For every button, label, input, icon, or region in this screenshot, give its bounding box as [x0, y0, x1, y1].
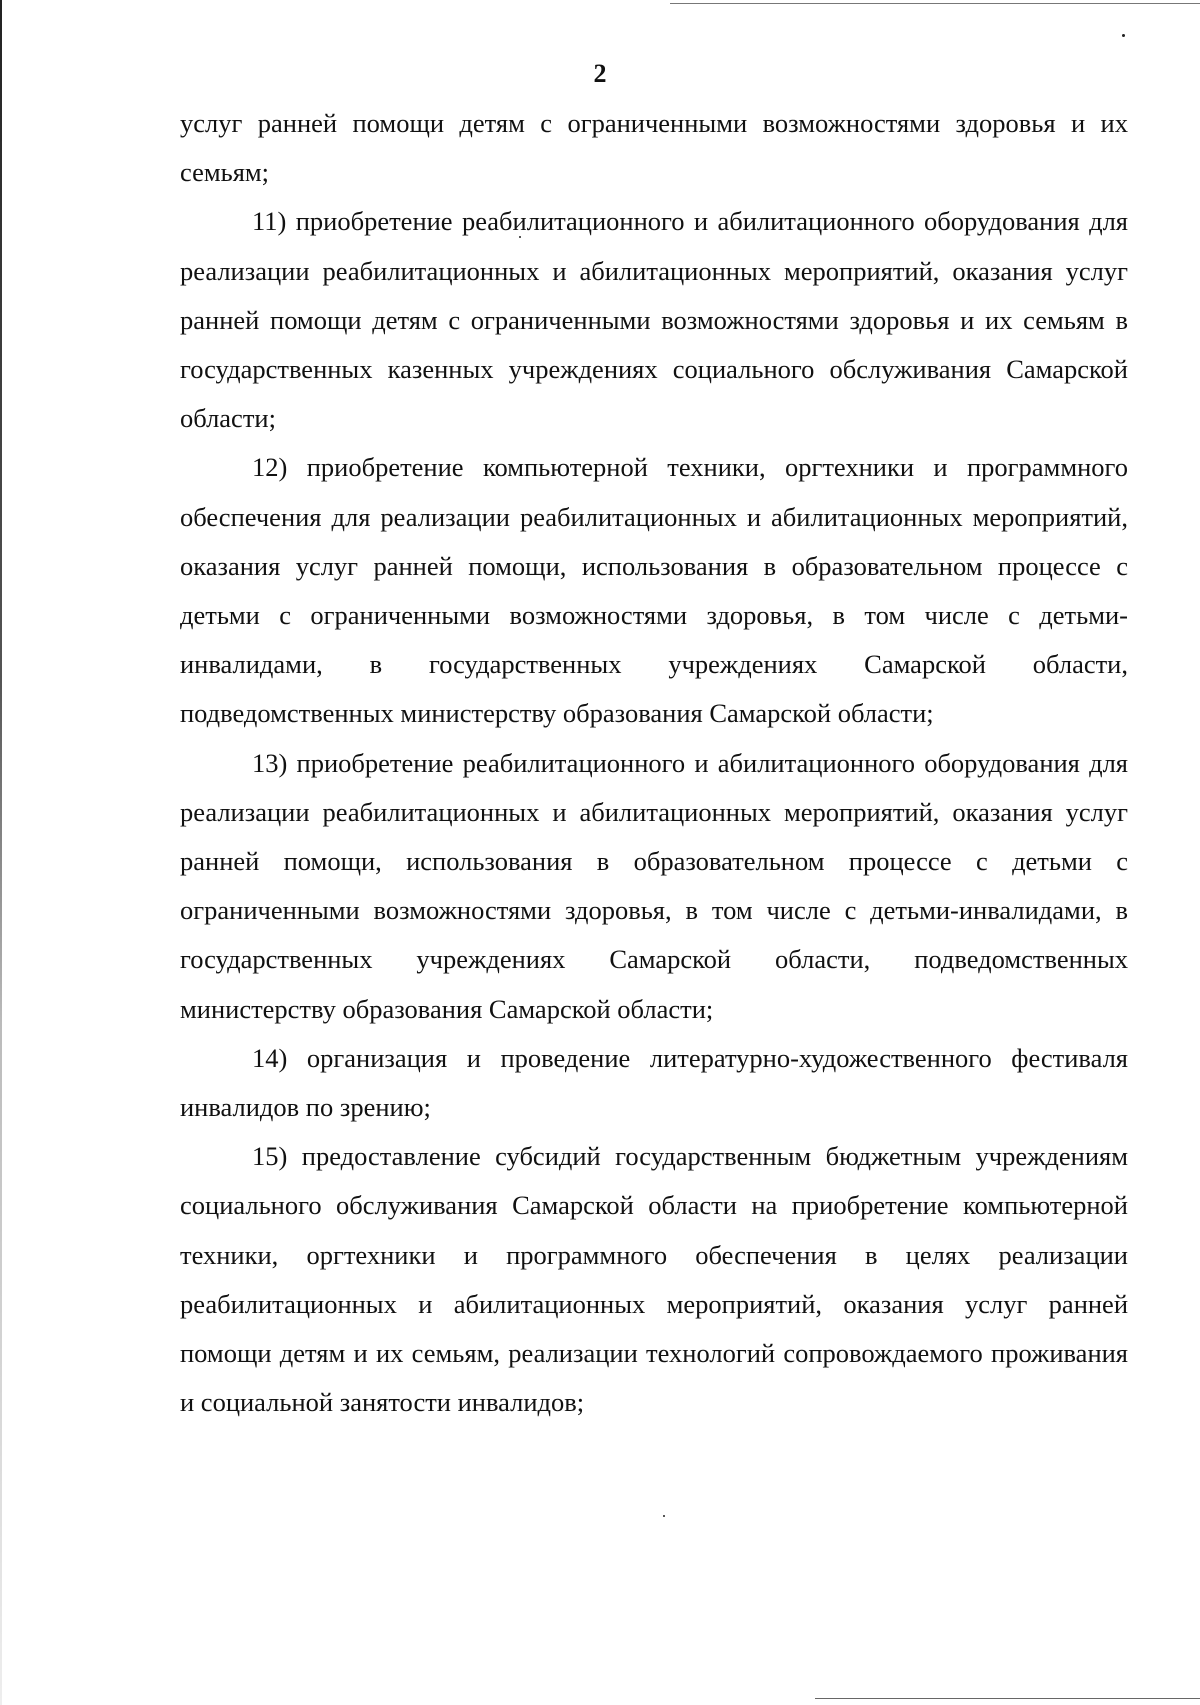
- scan-speck: [1122, 34, 1125, 37]
- scan-speck: [663, 1515, 665, 1517]
- paragraph-12: 12) приобретение компьютерной техники, оргтехники и программного обеспечения для реализации реабилитационных и абилитационных мероприятий, оказания услуг ранней помощи, использования в образовательном процессе с детьми с ограниченными возможностями здоровья, в том числе с детьми-инвалидами, в государственных учреждениях Самарской области, подведомственных министерству образования Самарской области;: [180, 452, 1128, 729]
- paragraph-10-continuation: услуг ранней помощи детям с ограниченными возможностями здоровья и их семьям;: [180, 108, 1128, 188]
- paragraph-14: 14) организация и проведение литературно-художественного фестиваля инвалидов по зрению;: [180, 1042, 1128, 1123]
- paragraph-15: 15) предоставление субсидий государственным бюджетным учреждениям социального обслуживания Самарской области на приобретение компьютерной техники, оргтехники и программного обеспечения в целях реализации реабилитационных и абилитационных мероприятий, оказания услуг ранней помощи детям и их семьям, реализации технологий сопровождаемого проживания и социальной занятости инвалидов;: [180, 1141, 1128, 1418]
- scan-left-edge: [0, 0, 2, 1705]
- paragraph-11: 11) приобретение реабилитационного и абилитационного оборудования для реализации реабилитационных и абилитационных мероприятий, оказания услуг ранней помощи детям с ограниченными возможностями здоровья и их семьям в государственных казенных учреждениях социального обслуживания Самарской области;: [180, 206, 1128, 434]
- paragraph-13: 13) приобретение реабилитационного и абилитационного оборудования для реализации реабилитационных и абилитационных мероприятий, оказания услуг ранней помощи, использования в образовательном процессе с детьми с ограниченными возможностями здоровья, в том числе с детьми-инвалидами, в государственных учреждениях Самарской области, подведомственных министерству образования Самарской области;: [180, 747, 1128, 1024]
- scan-top-rule: [670, 3, 1200, 4]
- page-number: 2: [593, 59, 607, 88]
- document-body: [180, 99, 1128, 1427]
- scan-bottom-rule: [815, 1698, 1200, 1699]
